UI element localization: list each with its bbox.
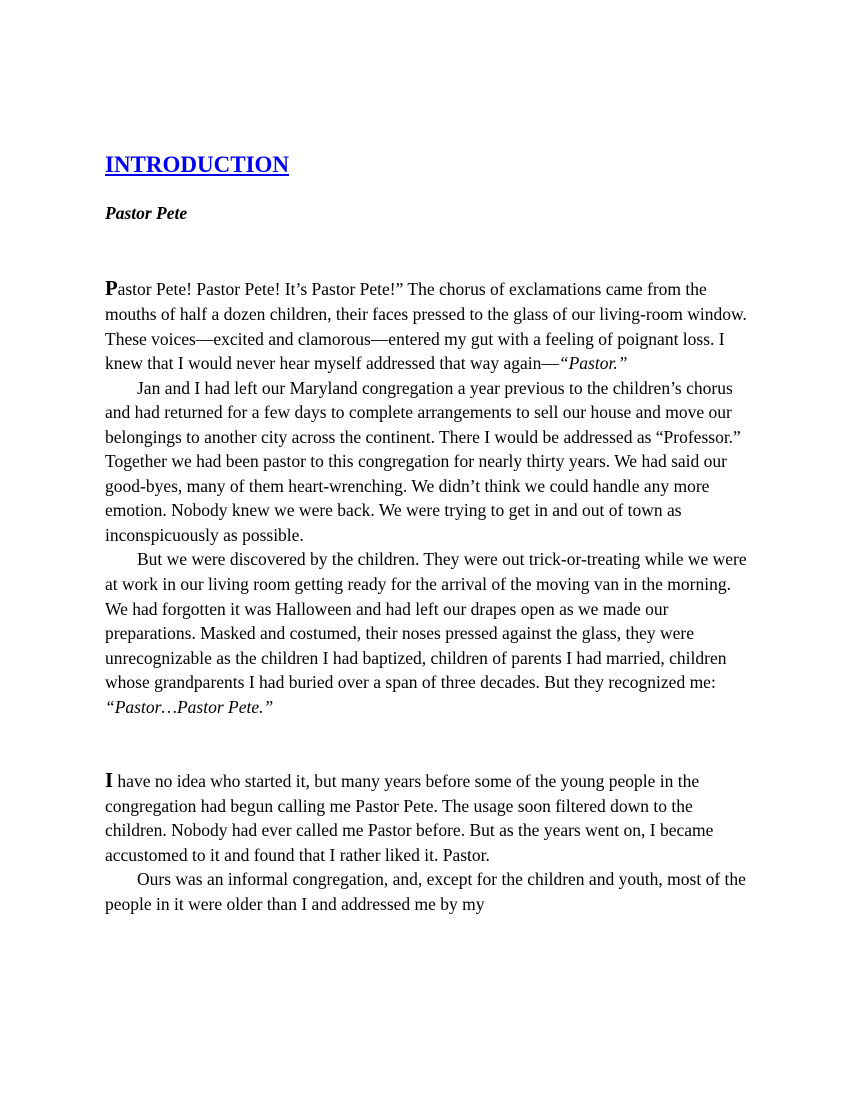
- chapter-heading-link[interactable]: INTRODUCTION: [105, 152, 290, 177]
- text-run: Ours was an informal congregation, and, except for the children and youth, most of the people in it were older than I and addressed me by my: [105, 869, 746, 915]
- text-run: But we were discovered by the children. They were out trick-or-treating while we were at work in our living room getting ready for the arrival of the moving van in the morning. We had forgotten it was Halloween and had left our drapes open as we made our preparations. Masked and costumed, their noses pressed against the glass, they were unrecognizable as the children I had baptized, children of parents I had married, children whose grandparents I had buried over a span of three decades. But they recognized me:: [105, 549, 747, 693]
- page-content: [105, 152, 757, 917]
- text-section: [105, 277, 757, 719]
- text-run: have no idea who started it, but many years before some of the young people in the congregation had begun calling me Pastor Pete. The usage soon filtered down to the children. Nobody had ever called me Pastor before. But as the years went on, I became accustomed to it and found that I rather liked it. Pastor.: [105, 771, 714, 865]
- body-text: [105, 277, 757, 916]
- paragraph: [105, 277, 757, 375]
- italic-quote: “Pastor.”: [558, 353, 628, 374]
- lead-capital: I: [105, 770, 114, 793]
- chapter-subtitle: Pastor Pete: [105, 203, 188, 224]
- paragraph: [105, 867, 757, 916]
- text-run: Jan and I had left our Maryland congregation a year previous to the children’s chorus and had returned for a few days to complete arrangements to sell our house and move our belongings to another city across the continent. There I would be addressed as “Professor.” Together we had been pastor to this congregation for nearly thirty years. We had said our good-byes, many of them heart-wrenching. We didn’t think we could handle any more emotion. Nobody knew we were back. We were trying to get in and out of town as inconspicuously as possible.: [105, 377, 741, 545]
- paragraph: [105, 376, 757, 548]
- italic-quote: “Pastor…Pastor Pete.”: [105, 696, 274, 717]
- paragraph: [105, 769, 757, 867]
- lead-capital: P: [105, 278, 118, 301]
- text-section: [105, 769, 757, 916]
- text-run: astor Pete! Pastor Pete! It’s Pastor Pete!” The chorus of exclamations came from the mouths of half a dozen children, their faces pressed to the glass of our living-room window. These voices—excited and clamorous—entered my gut with a feeling of poignant loss. I knew that I would never hear myself addressed that way again—: [105, 279, 747, 374]
- paragraph: [105, 547, 757, 719]
